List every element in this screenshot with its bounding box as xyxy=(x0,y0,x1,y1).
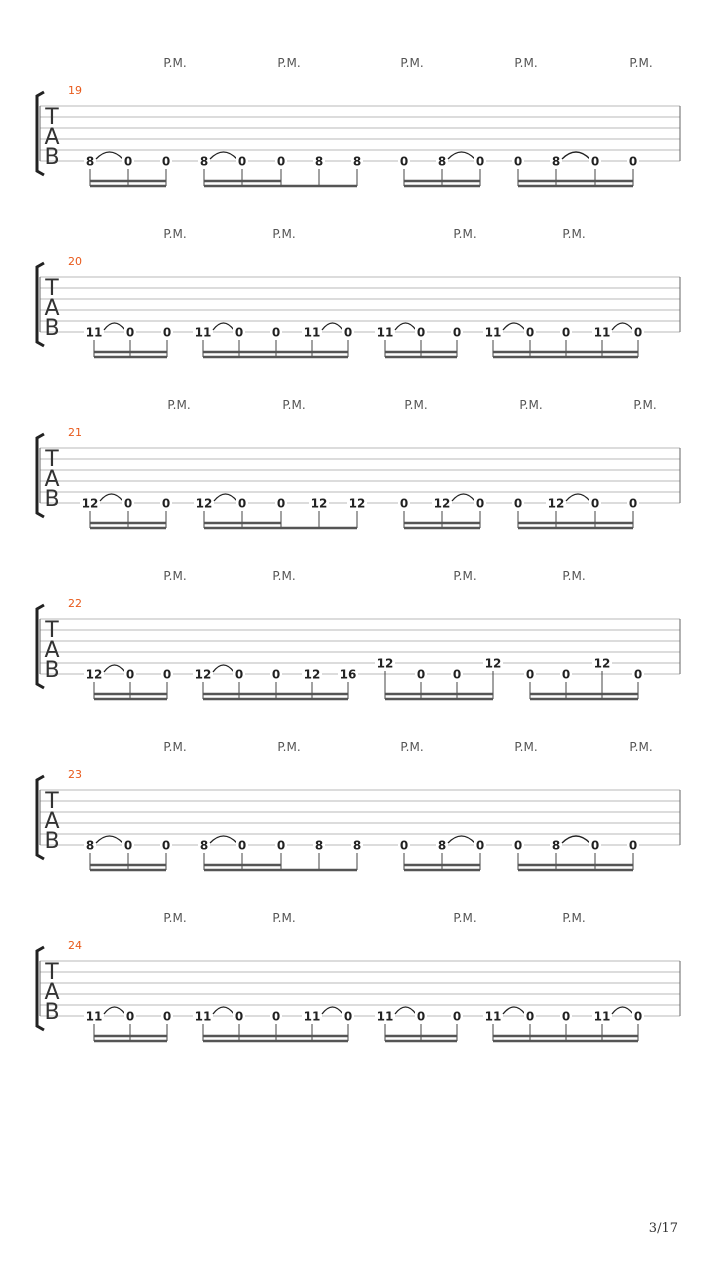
fret-number: 0 xyxy=(416,667,426,682)
fret-number: 8 xyxy=(314,154,324,169)
fret-number: 0 xyxy=(628,154,638,169)
slur xyxy=(214,494,237,501)
palm-mute-marking: P.M. xyxy=(282,398,306,412)
slur xyxy=(566,494,590,501)
fret-number: 0 xyxy=(475,838,485,853)
fret-number: 8 xyxy=(314,838,324,853)
fret-number: 8 xyxy=(352,838,362,853)
slur xyxy=(448,836,475,843)
fret-number: 0 xyxy=(161,838,171,853)
slur xyxy=(104,1007,125,1014)
palm-mute-marking: P.M. xyxy=(277,740,301,754)
fret-number: 0 xyxy=(162,1009,172,1024)
fret-number: 0 xyxy=(475,154,485,169)
tab-clef-letter: T xyxy=(45,618,59,643)
palm-mute-marking: P.M. xyxy=(272,569,296,583)
fret-number: 0 xyxy=(513,154,523,169)
slur xyxy=(562,836,590,843)
fret-number: 8 xyxy=(199,838,209,853)
fret-number: 0 xyxy=(525,667,535,682)
fret-number: 8 xyxy=(85,154,95,169)
measure-number: 24 xyxy=(68,939,82,952)
fret-number: 11 xyxy=(85,1009,103,1024)
slur xyxy=(612,323,633,330)
fret-number: 0 xyxy=(237,496,247,511)
fret-number: 12 xyxy=(194,667,212,682)
palm-mute-marking: P.M. xyxy=(453,227,477,241)
slur xyxy=(503,323,525,330)
tab-clef-letter: T xyxy=(45,789,59,814)
fret-number: 0 xyxy=(125,1009,135,1024)
palm-mute-marking: P.M. xyxy=(514,740,538,754)
fret-number: 0 xyxy=(343,1009,353,1024)
slur xyxy=(448,152,475,159)
fret-number: 0 xyxy=(125,325,135,340)
slur xyxy=(104,323,125,330)
fret-number: 0 xyxy=(399,496,409,511)
tab-clef-letter: A xyxy=(44,980,60,1005)
palm-mute-marking: P.M. xyxy=(453,569,477,583)
tab-clef-letter: T xyxy=(45,960,59,985)
fret-number: 0 xyxy=(633,1009,643,1024)
slur xyxy=(322,1007,343,1014)
fret-number: 11 xyxy=(194,1009,212,1024)
palm-mute-marking: P.M. xyxy=(453,911,477,925)
tab-clef-letter: B xyxy=(44,1000,60,1025)
fret-number: 0 xyxy=(452,1009,462,1024)
fret-number: 8 xyxy=(352,154,362,169)
tab-clef-letter: A xyxy=(44,125,60,150)
measure-number: 23 xyxy=(68,768,82,781)
slur xyxy=(395,1007,416,1014)
slur xyxy=(100,494,123,501)
tab-clef-letter: B xyxy=(44,145,60,170)
slur xyxy=(562,152,590,159)
fret-number: 0 xyxy=(161,154,171,169)
measure-number: 21 xyxy=(68,426,82,439)
fret-number: 12 xyxy=(484,656,502,671)
fret-number: 0 xyxy=(590,496,600,511)
tab-clef-letter: B xyxy=(44,487,60,512)
fret-number: 12 xyxy=(85,667,103,682)
fret-number: 0 xyxy=(628,838,638,853)
measure-number: 19 xyxy=(68,84,82,97)
fret-number: 0 xyxy=(343,325,353,340)
palm-mute-marking: P.M. xyxy=(404,398,428,412)
fret-number: 12 xyxy=(195,496,213,511)
fret-number: 12 xyxy=(376,656,394,671)
fret-number: 0 xyxy=(123,838,133,853)
palm-mute-marking: P.M. xyxy=(163,911,187,925)
fret-number: 0 xyxy=(475,496,485,511)
slur xyxy=(612,1007,633,1014)
fret-number: 0 xyxy=(633,325,643,340)
palm-mute-marking: P.M. xyxy=(400,56,424,70)
fret-number: 11 xyxy=(484,325,502,340)
fret-number: 0 xyxy=(561,325,571,340)
fret-number: 0 xyxy=(276,838,286,853)
fret-number: 0 xyxy=(276,496,286,511)
palm-mute-marking: P.M. xyxy=(272,227,296,241)
palm-mute-marking: P.M. xyxy=(514,56,538,70)
palm-mute-marking: P.M. xyxy=(167,398,191,412)
fret-number: 8 xyxy=(199,154,209,169)
fret-number: 0 xyxy=(234,325,244,340)
fret-number: 11 xyxy=(376,325,394,340)
slur xyxy=(96,836,123,843)
fret-number: 0 xyxy=(276,154,286,169)
fret-number: 0 xyxy=(123,496,133,511)
fret-number: 11 xyxy=(484,1009,502,1024)
measure-number: 20 xyxy=(68,255,82,268)
palm-mute-marking: P.M. xyxy=(562,227,586,241)
slur xyxy=(210,152,237,159)
tab-clef-letter: A xyxy=(44,296,60,321)
tab-clef-letter: B xyxy=(44,316,60,341)
fret-number: 11 xyxy=(194,325,212,340)
slur xyxy=(104,665,125,672)
fret-number: 8 xyxy=(85,838,95,853)
fret-number: 0 xyxy=(628,496,638,511)
fret-number: 8 xyxy=(437,154,447,169)
fret-number: 0 xyxy=(525,1009,535,1024)
measure-number: 22 xyxy=(68,597,82,610)
fret-number: 12 xyxy=(303,667,321,682)
palm-mute-marking: P.M. xyxy=(519,398,543,412)
fret-number: 0 xyxy=(416,1009,426,1024)
fret-number: 0 xyxy=(162,325,172,340)
palm-mute-marking: P.M. xyxy=(633,398,657,412)
tab-clef-letter: A xyxy=(44,638,60,663)
fret-number: 12 xyxy=(310,496,328,511)
fret-number: 0 xyxy=(561,1009,571,1024)
palm-mute-marking: P.M. xyxy=(562,569,586,583)
fret-number: 12 xyxy=(593,656,611,671)
tab-clef-letter: B xyxy=(44,658,60,683)
fret-number: 0 xyxy=(123,154,133,169)
palm-mute-marking: P.M. xyxy=(163,56,187,70)
fret-number: 0 xyxy=(452,667,462,682)
fret-number: 11 xyxy=(303,325,321,340)
palm-mute-marking: P.M. xyxy=(629,56,653,70)
slur xyxy=(210,836,237,843)
fret-number: 11 xyxy=(593,325,611,340)
fret-number: 0 xyxy=(162,667,172,682)
palm-mute-marking: P.M. xyxy=(277,56,301,70)
slur xyxy=(395,323,416,330)
page-number: 3/17 xyxy=(648,1221,678,1236)
fret-number: 0 xyxy=(399,838,409,853)
fret-number: 0 xyxy=(234,1009,244,1024)
fret-number: 12 xyxy=(547,496,565,511)
tab-clef-letter: A xyxy=(44,467,60,492)
palm-mute-marking: P.M. xyxy=(163,227,187,241)
fret-number: 0 xyxy=(271,1009,281,1024)
fret-number: 0 xyxy=(416,325,426,340)
fret-number: 0 xyxy=(590,838,600,853)
palm-mute-marking: P.M. xyxy=(629,740,653,754)
tab-clef-letter: T xyxy=(45,276,59,301)
tab-clef-letter: T xyxy=(45,447,59,472)
slur xyxy=(96,152,123,159)
fret-number: 0 xyxy=(561,667,571,682)
palm-mute-marking: P.M. xyxy=(163,569,187,583)
fret-number: 12 xyxy=(348,496,366,511)
palm-mute-marking: P.M. xyxy=(400,740,424,754)
tab-clef-letter: A xyxy=(44,809,60,834)
slur xyxy=(322,323,343,330)
slur xyxy=(213,1007,234,1014)
fret-number: 0 xyxy=(161,496,171,511)
fret-number: 16 xyxy=(339,667,357,682)
fret-number: 0 xyxy=(237,838,247,853)
fret-number: 8 xyxy=(551,838,561,853)
fret-number: 8 xyxy=(437,838,447,853)
palm-mute-marking: P.M. xyxy=(562,911,586,925)
fret-number: 0 xyxy=(633,667,643,682)
fret-number: 0 xyxy=(513,838,523,853)
fret-number: 0 xyxy=(271,325,281,340)
tab-clef-letter: B xyxy=(44,829,60,854)
fret-number: 0 xyxy=(234,667,244,682)
slur xyxy=(213,323,234,330)
fret-number: 11 xyxy=(85,325,103,340)
fret-number: 0 xyxy=(590,154,600,169)
fret-number: 11 xyxy=(376,1009,394,1024)
fret-number: 12 xyxy=(81,496,99,511)
fret-number: 11 xyxy=(303,1009,321,1024)
fret-number: 0 xyxy=(237,154,247,169)
fret-number: 0 xyxy=(399,154,409,169)
fret-number: 0 xyxy=(125,667,135,682)
fret-number: 0 xyxy=(452,325,462,340)
palm-mute-marking: P.M. xyxy=(272,911,296,925)
fret-number: 11 xyxy=(593,1009,611,1024)
fret-number: 0 xyxy=(525,325,535,340)
fret-number: 12 xyxy=(433,496,451,511)
slur xyxy=(452,494,475,501)
palm-mute-marking: P.M. xyxy=(163,740,187,754)
fret-number: 8 xyxy=(551,154,561,169)
fret-number: 0 xyxy=(271,667,281,682)
slur xyxy=(213,665,234,672)
slur xyxy=(503,1007,525,1014)
fret-number: 0 xyxy=(513,496,523,511)
tab-clef-letter: T xyxy=(45,105,59,130)
